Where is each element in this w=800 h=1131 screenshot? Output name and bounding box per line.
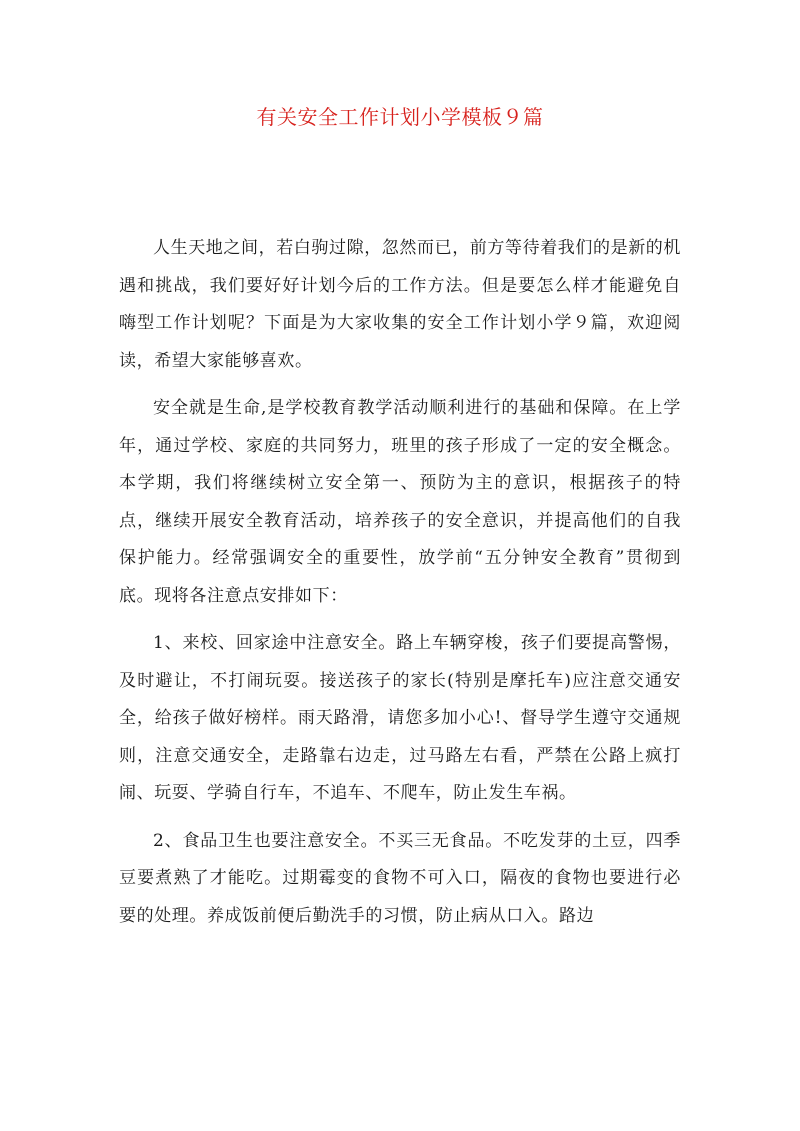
paragraph-item-1-traffic: 1、来校、回家途中注意安全。路上车辆穿梭，孩子们要提高警惕，及时避让，不打闹玩耍。接送孩子的家长(特别是摩托车)应注意交通安全，给孩子做好榜样。雨天路滑，请您多加小心!、督导学生遵守交通规则，注意交通安全，走路靠右边走，过马路左右看，严禁在公路上疯打闹、玩耍、学骑自行车，不追车、不爬车，防止发生车祸。 <box>119 633 681 803</box>
paragraph-intro: 人生天地之间，若白驹过隙，忽然而已，前方等待着我们的是新的机遇和挑战，我们要好好计划今后的工作方法。但是要怎么样才能避免自嗨型工作计划呢？下面是为大家收集的安全工作计划小学９篇，欢迎阅读，希望大家能够喜欢。 <box>119 238 681 371</box>
paragraph-item-2-food: 2、食品卫生也要注意安全。不买三无食品。不吃发芽的土豆，四季豆要煮熟了才能吃。过期霉变的食物不可入口，隔夜的食物也要进行必要的处理。养成饭前便后勤洗手的习惯，防止病从口入。路边 <box>119 830 681 926</box>
document-body <box>119 230 681 935</box>
document-title: 有关安全工作计划小学模板９篇 <box>256 105 544 129</box>
paragraph-safety-overview: 安全就是生命,是学校教育教学活动顺利进行的基础和保障。在上学年，通过学校、家庭的共同努力，班里的孩子形成了一定的安全概念。本学期，我们将继续树立安全第一、预防为主的意识，根据孩子的特点，继续开展安全教育活动，培养孩子的安全意识，并提高他们的自我保护能力。经常强调安全的重要性，放学前“五分钟安全教育”贯彻到底。现将各注意点安排如下： <box>119 398 681 606</box>
